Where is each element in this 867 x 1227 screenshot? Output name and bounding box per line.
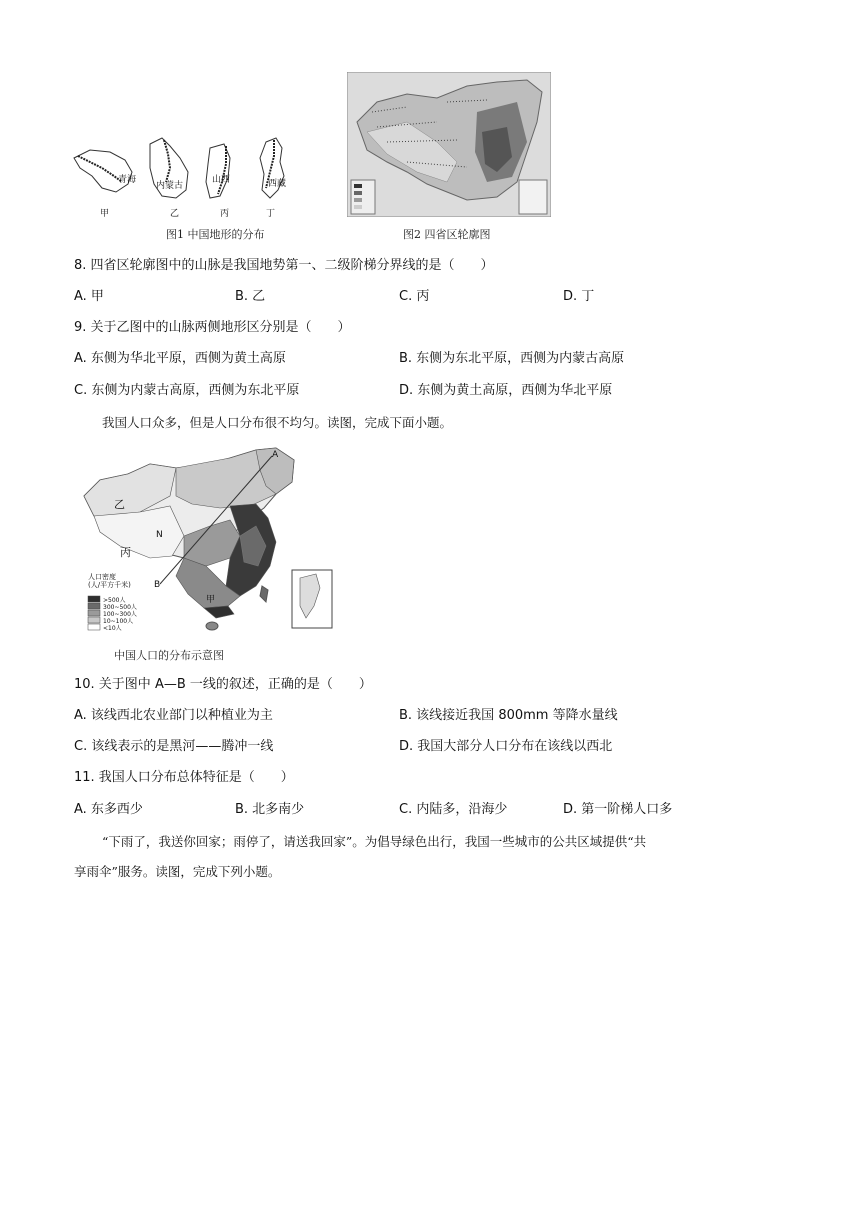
q9-option-d[interactable]: D. 东侧为黄土高原，西侧为华北平原 [399, 383, 613, 398]
figure2-terrain-map [347, 72, 551, 217]
region-label-xizang: 西藏 [268, 179, 287, 189]
legend-title: 人口密度 [88, 573, 116, 581]
map-label-bing: 丙 [120, 546, 131, 559]
q10-option-c[interactable]: C. 该线表示的是黑河——腾冲一线 [74, 739, 274, 754]
population-intro: 我国人口众多，但是人口分布很不均匀。读图，完成下面小题。 [102, 415, 453, 430]
q11-option-d[interactable]: D. 第一阶梯人口多 [563, 802, 673, 817]
population-map [80, 446, 340, 638]
q11-option-a[interactable]: A. 东多西少 [74, 802, 143, 817]
q11-option-c[interactable]: C. 内陆多，沿海少 [399, 802, 508, 817]
map-label-yi: 乙 [114, 498, 125, 511]
figure2-caption: 图2 四省区轮廓图 [403, 228, 491, 241]
figure1-province-outlines [70, 132, 300, 220]
legend-item: >500人 [103, 597, 126, 604]
legend-item: 10~100人 [103, 618, 134, 625]
map-label-n: N [156, 530, 163, 540]
region-label-qinghai: 青海 [118, 175, 137, 185]
terrain-map-image [347, 72, 551, 217]
q9-option-b[interactable]: B. 东侧为东北平原，西侧为内蒙古高原 [399, 351, 625, 366]
outline-label-ding: 丁 [266, 209, 276, 219]
q10-option-a[interactable]: A. 该线西北农业部门以种植业为主 [74, 708, 273, 723]
umbrella-intro-line-1: “下雨了，我送你回家；雨停了，请送我回家”。为倡导绿色出行，我国一些城市的公共区域提供“共 [102, 834, 647, 849]
q9-option-a[interactable]: A. 东侧为华北平原，西侧为黄土高原 [74, 351, 286, 366]
region-label-neimenggu: 内蒙古 [156, 181, 184, 191]
q9-stem: 9. 关于乙图中的山脉两侧地形区分别是（ ） [74, 320, 351, 335]
map-label-a: A [272, 450, 279, 460]
q10-option-b[interactable]: B. 该线接近我国 800mm 等降水量线 [399, 708, 618, 723]
q10-stem: 10. 关于图中 A—B 一线的叙述，正确的是（ ） [74, 677, 372, 692]
q8-option-b[interactable]: B. 乙 [235, 289, 266, 304]
map-label-jia: 甲 [206, 595, 216, 605]
q9-option-c[interactable]: C. 东侧为内蒙古高原，西侧为东北平原 [74, 383, 300, 398]
q11-option-b[interactable]: B. 北多南少 [235, 802, 305, 817]
q8-stem: 8. 四省区轮廓图中的山脉是我国地势第一、二级阶梯分界线的是（ ） [74, 258, 494, 273]
umbrella-intro-line-2: 享雨伞”服务。读图，完成下列小题。 [74, 864, 281, 879]
outline-label-jia: 甲 [100, 209, 110, 219]
outline-label-yi: 乙 [170, 209, 180, 219]
legend-item: 100~300人 [103, 611, 137, 618]
legend-unit: (人/平方千米) [88, 581, 131, 589]
q10-option-d[interactable]: D. 我国大部分人口分布在该线以西北 [399, 739, 613, 754]
q8-option-c[interactable]: C. 丙 [399, 289, 430, 304]
legend-item: <10人 [103, 625, 122, 632]
region-label-shanxi: 山西 [212, 175, 231, 185]
population-map-caption: 中国人口的分布示意图 [114, 649, 224, 662]
figure1-caption: 图1 中国地形的分布 [166, 228, 265, 241]
outline-label-bing: 丙 [220, 209, 230, 219]
legend-item: 300~500人 [103, 604, 137, 611]
q8-option-d[interactable]: D. 丁 [563, 289, 595, 304]
map-label-b: B [154, 580, 161, 590]
q8-option-a[interactable]: A. 甲 [74, 289, 104, 304]
q11-stem: 11. 我国人口分布总体特征是（ ） [74, 770, 294, 785]
